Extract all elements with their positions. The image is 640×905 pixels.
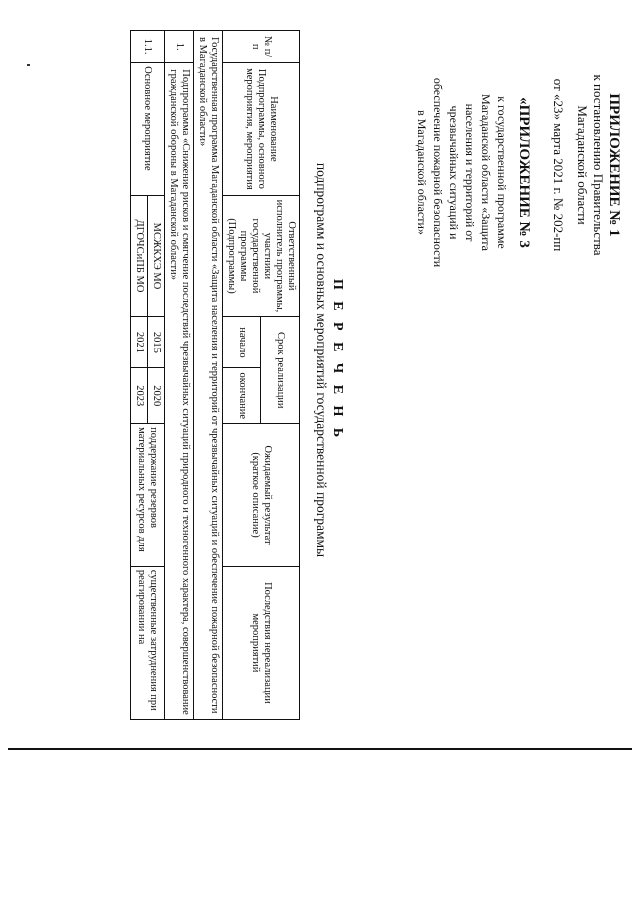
appendix-1-line: Магаданской области bbox=[575, 105, 590, 225]
document-subtitle: подпрограмм и основных мероприятий государственной программы bbox=[314, 162, 329, 558]
subprogram-num: 1. bbox=[165, 31, 194, 63]
table-row bbox=[148, 31, 165, 720]
page-edge-rule bbox=[8, 748, 632, 750]
header-num: № п/п bbox=[223, 31, 300, 63]
appendix-1-heading: ПРИЛОЖЕНИЕ № 1 bbox=[606, 93, 622, 237]
row-name: Основное мероприятие bbox=[131, 63, 165, 195]
appendix-3-line: чрезвычайных ситуаций и bbox=[447, 105, 461, 240]
subprogram-row bbox=[165, 31, 194, 720]
row-result: поддержание резервов материальных ресурсов для bbox=[131, 424, 165, 567]
row-end: 2020 bbox=[148, 368, 165, 424]
row-num: 1.1. bbox=[131, 31, 165, 63]
row-start: 2015 bbox=[148, 317, 165, 368]
row-consequences: существенные затруднения при реагировании на bbox=[131, 566, 165, 719]
subprogram-title: Подпрограмма «Снижение рисков и смягчение последствий чрезвычайных ситуаций природного и техногенного характера, совершенствование гражданской обороны в Магаданской области» bbox=[165, 63, 194, 720]
table-header-row bbox=[261, 31, 300, 720]
header-term: Срок реализации bbox=[261, 317, 300, 424]
header-consequences: Последствия нереализации мероприятий bbox=[223, 566, 300, 719]
row-start: 2021 bbox=[131, 317, 148, 368]
appendix-3-block bbox=[414, 40, 532, 305]
document-title: П Е Р Е Ч Е Н Ь bbox=[330, 278, 345, 442]
header-responsible: Ответственный исполнитель программы, участники государственной программы (Подпрограммы) bbox=[223, 195, 300, 317]
appendix-3-line: обеспечение пожарной безопасности bbox=[431, 77, 445, 268]
appendix-3-line: к государственной программе bbox=[495, 96, 509, 249]
appendix-1-line: к постановлению Правительства bbox=[591, 74, 606, 256]
appendix-1-date: от «23» марта 2021 г. № 202-пп bbox=[551, 78, 566, 252]
rotated-page bbox=[10, 0, 630, 720]
program-row bbox=[194, 31, 223, 720]
appendix-1-block bbox=[550, 50, 622, 280]
appendix-3-line: Магаданской области «Защита bbox=[479, 94, 493, 251]
programs-table bbox=[130, 30, 300, 720]
appendix-3-line: населения и территорий от bbox=[463, 103, 477, 242]
row-responsible: МСЖКХЭ МО bbox=[148, 195, 165, 317]
row-responsible: ДГОЧСиПБ МО bbox=[131, 195, 148, 317]
appendix-3-heading: «ПРИЛОЖЕНИЕ № 3 bbox=[516, 97, 532, 248]
program-title: Государственная программа Магаданской области «Защита населения и территорий от чрезвычайных ситуаций и обеспечение пожарной безопасности в Магаданской области» bbox=[194, 31, 223, 720]
row-end: 2023 bbox=[131, 368, 148, 424]
header-end: окончание bbox=[223, 368, 262, 424]
appendix-3-line: в Магаданской области» bbox=[415, 110, 429, 235]
header-result: Ожидаемый результат (краткое описание) bbox=[223, 424, 300, 567]
header-name: Наименование Подпрограммы, основного мероприятия, мероприятия bbox=[223, 63, 300, 195]
header-start: начало bbox=[223, 317, 262, 368]
